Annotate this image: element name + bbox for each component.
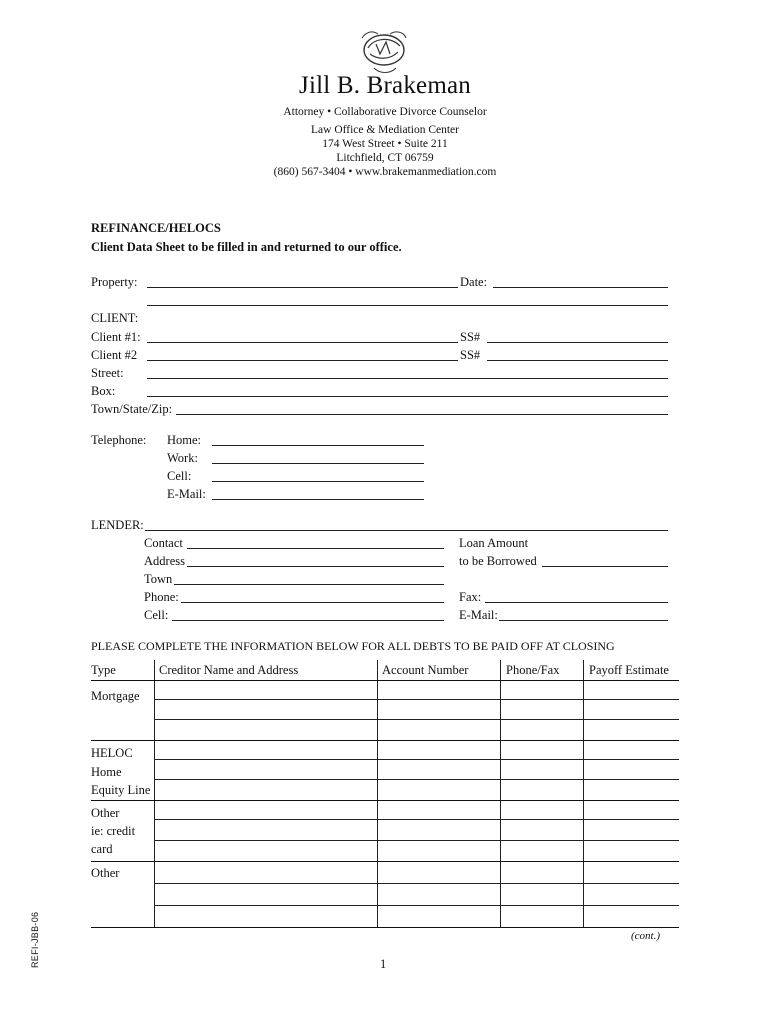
- column-divider: [154, 660, 155, 928]
- lender-address-label: Address: [144, 554, 185, 568]
- lender-contact-label: Contact: [144, 536, 183, 550]
- office-contact: (860) 567-3404 • www.brakemanmediation.com: [273, 166, 497, 178]
- type-other-2: Other: [91, 866, 120, 880]
- client1-label: Client #1:: [91, 330, 141, 344]
- table-row[interactable]: [154, 719, 679, 720]
- property-label: Property:: [91, 275, 138, 289]
- form-code: REFI-JBB-06: [30, 911, 40, 968]
- telephone-label: Telephone:: [91, 433, 147, 447]
- cell-label: Cell:: [167, 469, 192, 483]
- continued-note: (cont.): [631, 930, 661, 942]
- table-row[interactable]: [154, 883, 679, 884]
- attorney-name: Jill B. Brakeman: [299, 72, 471, 99]
- type-heloc: HELOC: [91, 746, 133, 760]
- office-city: Litchfield, CT 06759: [336, 152, 434, 164]
- loan-amount-label: Loan Amount: [459, 536, 529, 550]
- column-header-payoff: Payoff Estimate: [589, 663, 669, 677]
- group-rule: [91, 740, 679, 741]
- group-rule: [91, 861, 679, 862]
- type-card: card: [91, 842, 113, 856]
- column-header-creditor: Creditor Name and Address: [159, 663, 299, 677]
- street-label: Street:: [91, 366, 124, 380]
- to-be-borrowed-label: to be Borrowed: [459, 554, 537, 568]
- column-header-account: Account Number: [382, 663, 469, 677]
- box-label: Box:: [91, 384, 116, 398]
- town-label: Town/State/Zip:: [91, 402, 173, 416]
- column-header-phone: Phone/Fax: [506, 663, 560, 677]
- table-row[interactable]: [154, 840, 679, 841]
- page-number: 1: [380, 957, 387, 971]
- table-bottom-rule: [91, 927, 679, 928]
- lender-email-label: E-Mail:: [459, 608, 498, 622]
- form-heading: REFINANCE/HELOCS: [91, 221, 221, 235]
- group-rule: [91, 800, 679, 801]
- table-row[interactable]: [154, 759, 679, 760]
- client1-ss-label: SS#: [460, 330, 481, 344]
- office-street: 174 West Street • Suite 211: [322, 138, 448, 150]
- lender-label: LENDER:: [91, 518, 144, 532]
- column-divider: [500, 660, 501, 928]
- lender-town-label: Town: [144, 572, 173, 586]
- column-divider: [583, 660, 584, 928]
- table-row[interactable]: [154, 905, 679, 906]
- work-label: Work:: [167, 451, 198, 465]
- type-home: Home: [91, 765, 122, 779]
- type-other: Other: [91, 806, 120, 820]
- date-label: Date:: [460, 275, 488, 289]
- lender-fax-label: Fax:: [459, 590, 482, 604]
- client2-label: Client #2: [91, 348, 138, 362]
- column-header-type: Type: [91, 663, 116, 677]
- attorney-title: Attorney • Collaborative Divorce Counselor: [283, 106, 487, 118]
- type-mortgage: Mortgage: [91, 689, 140, 703]
- office-name: Law Office & Mediation Center: [311, 124, 459, 136]
- lender-phone-label: Phone:: [144, 590, 179, 604]
- debts-heading: PLEASE COMPLETE THE INFORMATION BELOW FOR ALL DEBTS TO BE PAID OFF AT CLOSING: [91, 639, 615, 653]
- home-label: Home:: [167, 433, 202, 447]
- table-row[interactable]: [154, 699, 679, 700]
- form-instructions: Client Data Sheet to be filled in and returned to our office.: [91, 240, 402, 254]
- table-header-rule: [91, 680, 679, 681]
- type-ie-credit: ie: credit: [91, 824, 136, 838]
- client-heading: CLIENT:: [91, 311, 139, 325]
- column-divider: [377, 660, 378, 928]
- type-equity-line: Equity Line: [91, 783, 151, 797]
- client2-ss-label: SS#: [460, 348, 481, 362]
- table-row[interactable]: [154, 779, 679, 780]
- table-row[interactable]: [154, 819, 679, 820]
- lender-cell-label: Cell:: [144, 608, 169, 622]
- email-label: E-Mail:: [167, 487, 206, 501]
